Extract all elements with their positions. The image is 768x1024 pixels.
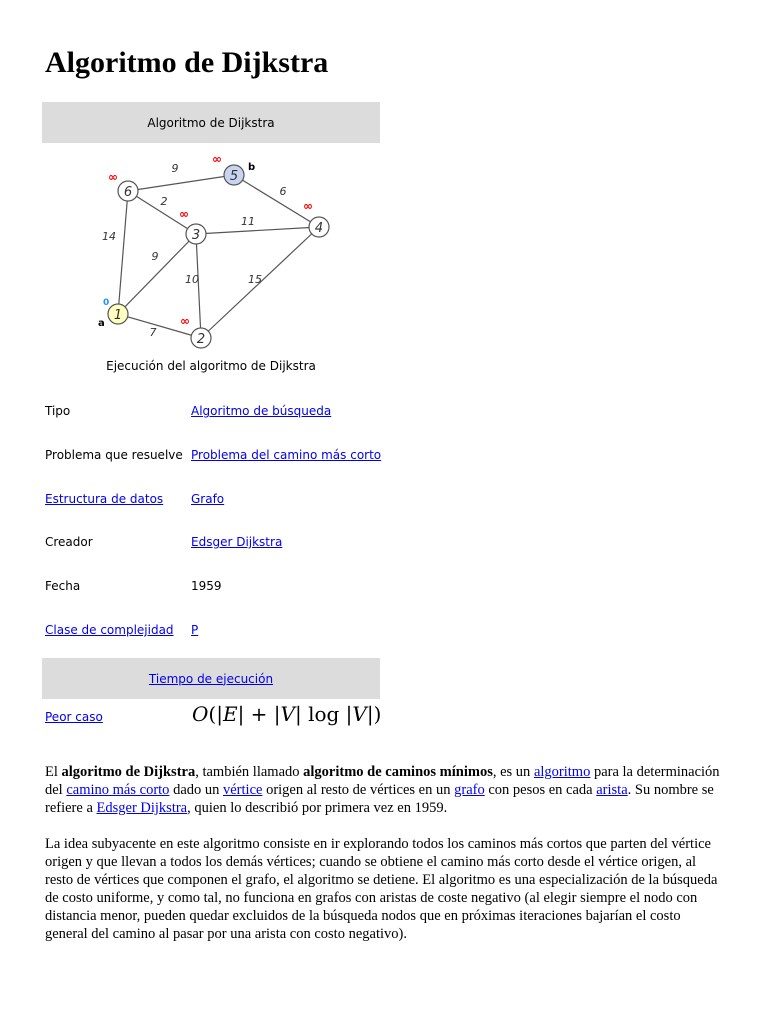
infobox-title: Algoritmo de Dijkstra <box>147 115 275 130</box>
inline-link[interactable]: camino más corto <box>66 782 170 798</box>
text-run: dado un <box>169 782 223 798</box>
inline-link[interactable]: Edsger Dijkstra <box>96 800 188 816</box>
text-run: con pesos en cada <box>484 782 597 798</box>
node-distance-label: ∞ <box>180 314 190 328</box>
text-run: , también llamado <box>195 764 304 780</box>
graph-edge <box>196 234 201 338</box>
node-id-label: 4 <box>314 221 324 236</box>
node-id-label: 5 <box>229 169 239 184</box>
row-label-fecha: Fecha <box>45 579 81 593</box>
text-run: . Su nombre se refiere a <box>45 782 714 816</box>
paragraph-intro <box>45 763 725 817</box>
node-distance-label: ∞ <box>303 199 313 213</box>
worst-case-formula: O(|E| + |V| log |V|) <box>192 702 382 726</box>
node-id-label: 1 <box>113 308 123 323</box>
dijkstra-graph <box>90 152 350 352</box>
graph-edge <box>128 175 234 191</box>
inline-link[interactable]: algoritmo <box>533 764 591 780</box>
text-run: para la determinación del <box>45 764 720 798</box>
bold-text: algoritmo de caminos mínimos <box>303 764 493 780</box>
row-value-problema[interactable]: Problema del camino más corto <box>191 448 382 462</box>
infobox-header <box>42 102 380 143</box>
edge-weight-label: 9 <box>151 250 159 263</box>
node-id-label: 3 <box>191 228 201 243</box>
text-run: origen al resto de vértices en un <box>262 782 455 798</box>
node-distance-label: ∞ <box>108 170 118 184</box>
node-tag-label: b <box>248 162 256 173</box>
edge-weight-label: 7 <box>149 326 157 339</box>
graph-edge <box>196 227 319 234</box>
edge-weight-label: 9 <box>171 162 179 175</box>
text-run: El <box>45 764 62 780</box>
inline-link[interactable]: vértice <box>223 782 263 798</box>
row-label-tipo: Tipo <box>45 404 71 418</box>
node-id-label: 2 <box>196 332 206 347</box>
inline-link[interactable]: grafo <box>454 782 485 798</box>
node-id-label: 6 <box>123 185 133 200</box>
edge-weight-label: 11 <box>241 215 255 228</box>
worst-case-label[interactable]: Peor caso <box>45 710 103 724</box>
node-distance-label: 0 <box>103 298 110 308</box>
row-label-clase[interactable]: Clase de complejidad <box>45 623 174 637</box>
text-run: La idea subyacente en este algoritmo consiste en ir explorando todos los caminos más cortos que parten del vértice origen y que llevan a todos los demás vértices; cuando se obtiene el camino más corto desde el vértice origen, al resto de vértices que componen el grafo, el algoritmo se detiene. El algoritmo es una especialización de la búsqueda de costo uniforme, y como tal, no funciona en grafos con aristas de coste negativo (al elegir siempre el nodo con distancia menor, pueden quedar excluidos de la búsqueda nodos que en próximas iteraciones bajarían el costo general del camino al pasar por una arista con costo negativo). <box>45 836 718 942</box>
text-run: , es un <box>492 764 534 780</box>
row-value-creador[interactable]: Edsger Dijkstra <box>191 535 283 549</box>
row-value-clase[interactable]: P <box>191 623 199 637</box>
row-label-problema: Problema que resuelve <box>45 448 183 462</box>
graph-caption: Ejecución del algoritmo de Dijkstra <box>106 359 316 373</box>
edge-weight-label: 15 <box>248 273 262 286</box>
paragraph-idea <box>45 835 725 943</box>
edge-weight-label: 6 <box>279 185 287 198</box>
inline-link[interactable]: arista <box>596 782 628 798</box>
row-value-tipo[interactable]: Algoritmo de búsqueda <box>191 404 332 418</box>
node-distance-label: ∞ <box>179 207 189 221</box>
row-label-estructura[interactable]: Estructura de datos <box>45 492 164 506</box>
graph-edge <box>118 191 128 314</box>
page-title: Algoritmo de Dijkstra <box>45 46 329 79</box>
text-run: , quien lo describió por primera vez en 1959. <box>187 800 448 816</box>
bold-text: algoritmo de Dijkstra <box>61 764 196 780</box>
row-value-estructura[interactable]: Grafo <box>191 492 225 506</box>
row-value-fecha: 1959 <box>191 579 222 593</box>
edge-weight-label: 10 <box>185 273 199 286</box>
node-tag-label: a <box>98 318 105 329</box>
row-label-creador: Creador <box>45 535 93 549</box>
edge-weight-label: 2 <box>160 195 168 208</box>
runtime-header-link[interactable]: Tiempo de ejecución <box>148 671 274 686</box>
node-distance-label: ∞ <box>212 152 222 166</box>
edge-weight-label: 14 <box>102 230 116 243</box>
runtime-header[interactable] <box>42 658 380 699</box>
